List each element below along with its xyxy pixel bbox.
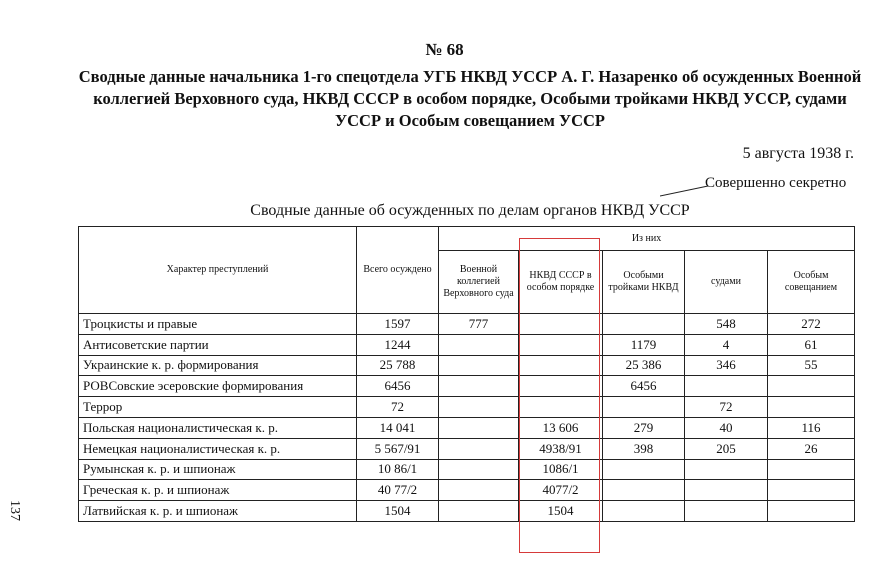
cell-troikas — [603, 314, 685, 335]
cell-crime: Антисоветские партии — [79, 334, 357, 355]
table-row — [79, 397, 855, 418]
table-row — [79, 417, 855, 438]
classification-stamp: Совершенно секретно — [705, 175, 847, 191]
table-row — [79, 459, 855, 480]
cell-military-collegium — [439, 438, 519, 459]
cell-military-collegium — [439, 480, 519, 501]
cell-nkvd-special: 4938/91 — [519, 438, 603, 459]
cell-nkvd-special — [519, 314, 603, 335]
header-crime: Характер преступлений — [79, 227, 357, 314]
cell-total: 72 — [357, 397, 439, 418]
header-military-collegium: Военной коллегией Верховного суда — [439, 251, 519, 314]
cell-troikas: 6456 — [603, 376, 685, 397]
document-number: № 68 — [425, 40, 464, 59]
cell-nkvd-special: 1086/1 — [519, 459, 603, 480]
cell-courts — [685, 480, 768, 501]
cell-total: 6456 — [357, 376, 439, 397]
cell-nkvd-special — [519, 397, 603, 418]
classification-pointer-line — [660, 185, 710, 197]
cell-crime: Немецкая националистическая к. р. — [79, 438, 357, 459]
cell-crime: Троцкисты и правые — [79, 314, 357, 335]
cell-courts: 4 — [685, 334, 768, 355]
cell-military-collegium — [439, 334, 519, 355]
table-row — [79, 376, 855, 397]
cell-nkvd-special: 1504 — [519, 501, 603, 522]
header-troikas: Особыми тройками НКВД — [603, 251, 685, 314]
cell-special-meeting — [768, 376, 855, 397]
cell-troikas — [603, 397, 685, 418]
cell-nkvd-special — [519, 334, 603, 355]
cell-military-collegium — [439, 397, 519, 418]
cell-special-meeting: 61 — [768, 334, 855, 355]
cell-total: 1244 — [357, 334, 439, 355]
cell-total: 1597 — [357, 314, 439, 335]
cell-total: 10 86/1 — [357, 459, 439, 480]
cell-total: 25 788 — [357, 355, 439, 376]
document-title: Сводные данные начальника 1-го спецотдела УГБ НКВД УССР А. Г. Назаренко об осужденных Военной коллегией Верховного суда, НКВД СССР в особом порядке, Особыми тройками НКВД УССР, судами УССР и Особым совещанием УССР — [78, 67, 862, 130]
cell-military-collegium — [439, 501, 519, 522]
cell-crime: Румынская к. р. и шпионаж — [79, 459, 357, 480]
table-row — [79, 334, 855, 355]
cell-courts: 548 — [685, 314, 768, 335]
cell-courts — [685, 459, 768, 480]
cell-special-meeting — [768, 501, 855, 522]
cell-nkvd-special: 4077/2 — [519, 480, 603, 501]
table-row — [79, 480, 855, 501]
table-row — [79, 355, 855, 376]
cell-courts: 40 — [685, 417, 768, 438]
cell-crime: Украинские к. р. формирования — [79, 355, 357, 376]
table-row — [79, 501, 855, 522]
cell-troikas: 25 386 — [603, 355, 685, 376]
cell-military-collegium — [439, 417, 519, 438]
cell-crime: Латвийская к. р. и шпионаж — [79, 501, 357, 522]
cell-special-meeting: 26 — [768, 438, 855, 459]
cell-courts — [685, 376, 768, 397]
convictions-table — [78, 226, 855, 522]
cell-troikas: 279 — [603, 417, 685, 438]
cell-courts: 205 — [685, 438, 768, 459]
cell-total: 1504 — [357, 501, 439, 522]
header-of-which: Из них — [439, 227, 855, 251]
header-special-meeting: Особым совещанием — [768, 251, 855, 314]
cell-total: 14 041 — [357, 417, 439, 438]
cell-troikas — [603, 459, 685, 480]
cell-special-meeting: 272 — [768, 314, 855, 335]
header-nkvd-special: НКВД СССР в особом порядке — [519, 251, 603, 314]
cell-courts: 346 — [685, 355, 768, 376]
cell-military-collegium: 777 — [439, 314, 519, 335]
cell-courts: 72 — [685, 397, 768, 418]
cell-crime: Польская националистическая к. р. — [79, 417, 357, 438]
cell-troikas — [603, 480, 685, 501]
cell-nkvd-special — [519, 355, 603, 376]
cell-total: 40 77/2 — [357, 480, 439, 501]
cell-nkvd-special: 13 606 — [519, 417, 603, 438]
header-courts: судами — [685, 251, 768, 314]
page-number: 137 — [7, 500, 22, 521]
cell-special-meeting: 116 — [768, 417, 855, 438]
cell-special-meeting — [768, 480, 855, 501]
cell-crime: Террор — [79, 397, 357, 418]
table-row — [79, 438, 855, 459]
cell-crime: Греческая к. р. и шпионаж — [79, 480, 357, 501]
document-date: 5 августа 1938 г. — [742, 145, 854, 162]
cell-special-meeting: 55 — [768, 355, 855, 376]
cell-total: 5 567/91 — [357, 438, 439, 459]
table-row — [79, 314, 855, 335]
cell-military-collegium — [439, 376, 519, 397]
cell-troikas: 398 — [603, 438, 685, 459]
cell-crime: РОВСовские эсеровские формирования — [79, 376, 357, 397]
cell-troikas — [603, 501, 685, 522]
cell-nkvd-special — [519, 376, 603, 397]
cell-military-collegium — [439, 355, 519, 376]
header-total: Всего осуждено — [357, 227, 439, 314]
cell-special-meeting — [768, 459, 855, 480]
cell-troikas: 1179 — [603, 334, 685, 355]
cell-special-meeting — [768, 397, 855, 418]
cell-military-collegium — [439, 459, 519, 480]
table-caption: Сводные данные об осужденных по делам органов НКВД УССР — [250, 202, 690, 219]
cell-courts — [685, 501, 768, 522]
